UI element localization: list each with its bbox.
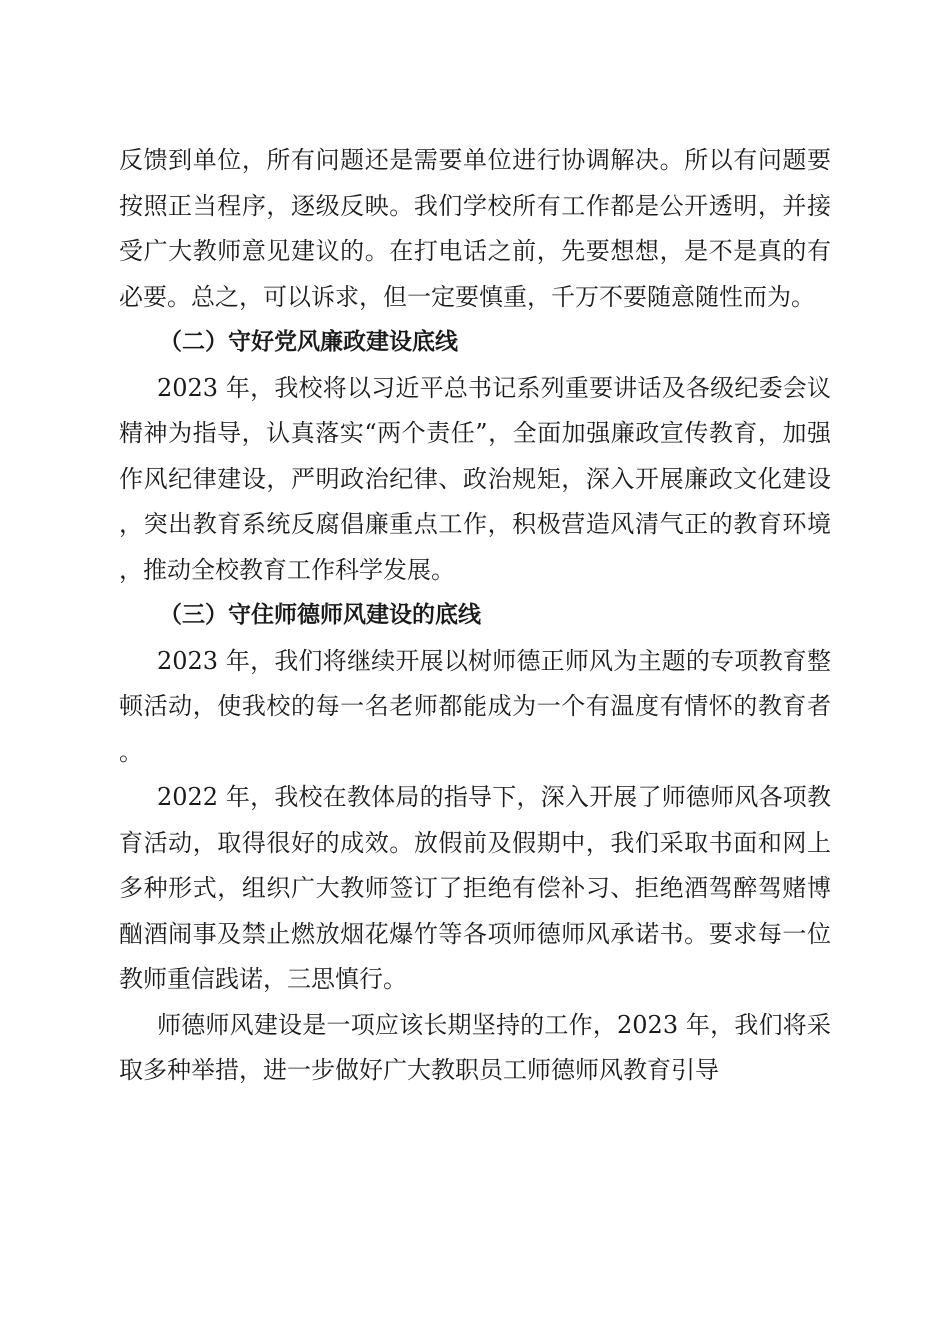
heading-teacher-ethics: （三）守住师德师风建设的底线 [159,602,481,628]
paragraph-ethics-2022: 2022 年，我校在教体局的指导下，深入开展了师德师风各项教育活动，取得很好的成效。放假前及假期中，我们采取书面和网上多种形式，组织广大教师签订了拒绝有偿补习、拒绝酒驾醉驾赌博酗酒闹事及禁止燃放烟花爆竹等各项师德师风承诺书。要求每一位教师重信践诺，三思慎行。 [119,783,831,993]
document-body [119,138,831,1094]
paragraph-feedback: 反馈到单位，所有问题还是需要单位进行协调解决。所以有问题要按照正当程序，逐级反映。我们学校所有工作都是公开透明，并接受广大教师意见建议的。在打电话之前，先要想想，是不是真的有必要。总之，可以诉求，但一定要慎重，千万不要随意随性而为。 [119,146,831,311]
paragraph-ethics-longterm: 师德师风建设是一项应该长期坚持的工作，2023 年，我们将采取多种举措，进一步做好广大教职员工师德师风教育引导 [119,1010,831,1084]
paragraph-ethics-2023: 2023 年，我们将继续开展以树师德正师风为主题的专项教育整顿活动，使我校的每一名老师都能成为一个有温度有情怀的教育者。 [119,646,831,766]
paragraph-party-conduct: 2023 年，我校将以习近平总书记系列重要讲话及各级纪委会议精神为指导，认真落实“两个责任”，全面加强廉政宣传教育，加强作风纪律建设，严明政治纪律、政治规矩，深入开展廉政文化建设，突出教育系统反腐倡廉重点工作，积极营造风清气正的教育环境，推动全校教育工作科学发展。 [119,373,831,584]
heading-party-conduct: （二）守好党风廉政建设底线 [159,329,458,355]
